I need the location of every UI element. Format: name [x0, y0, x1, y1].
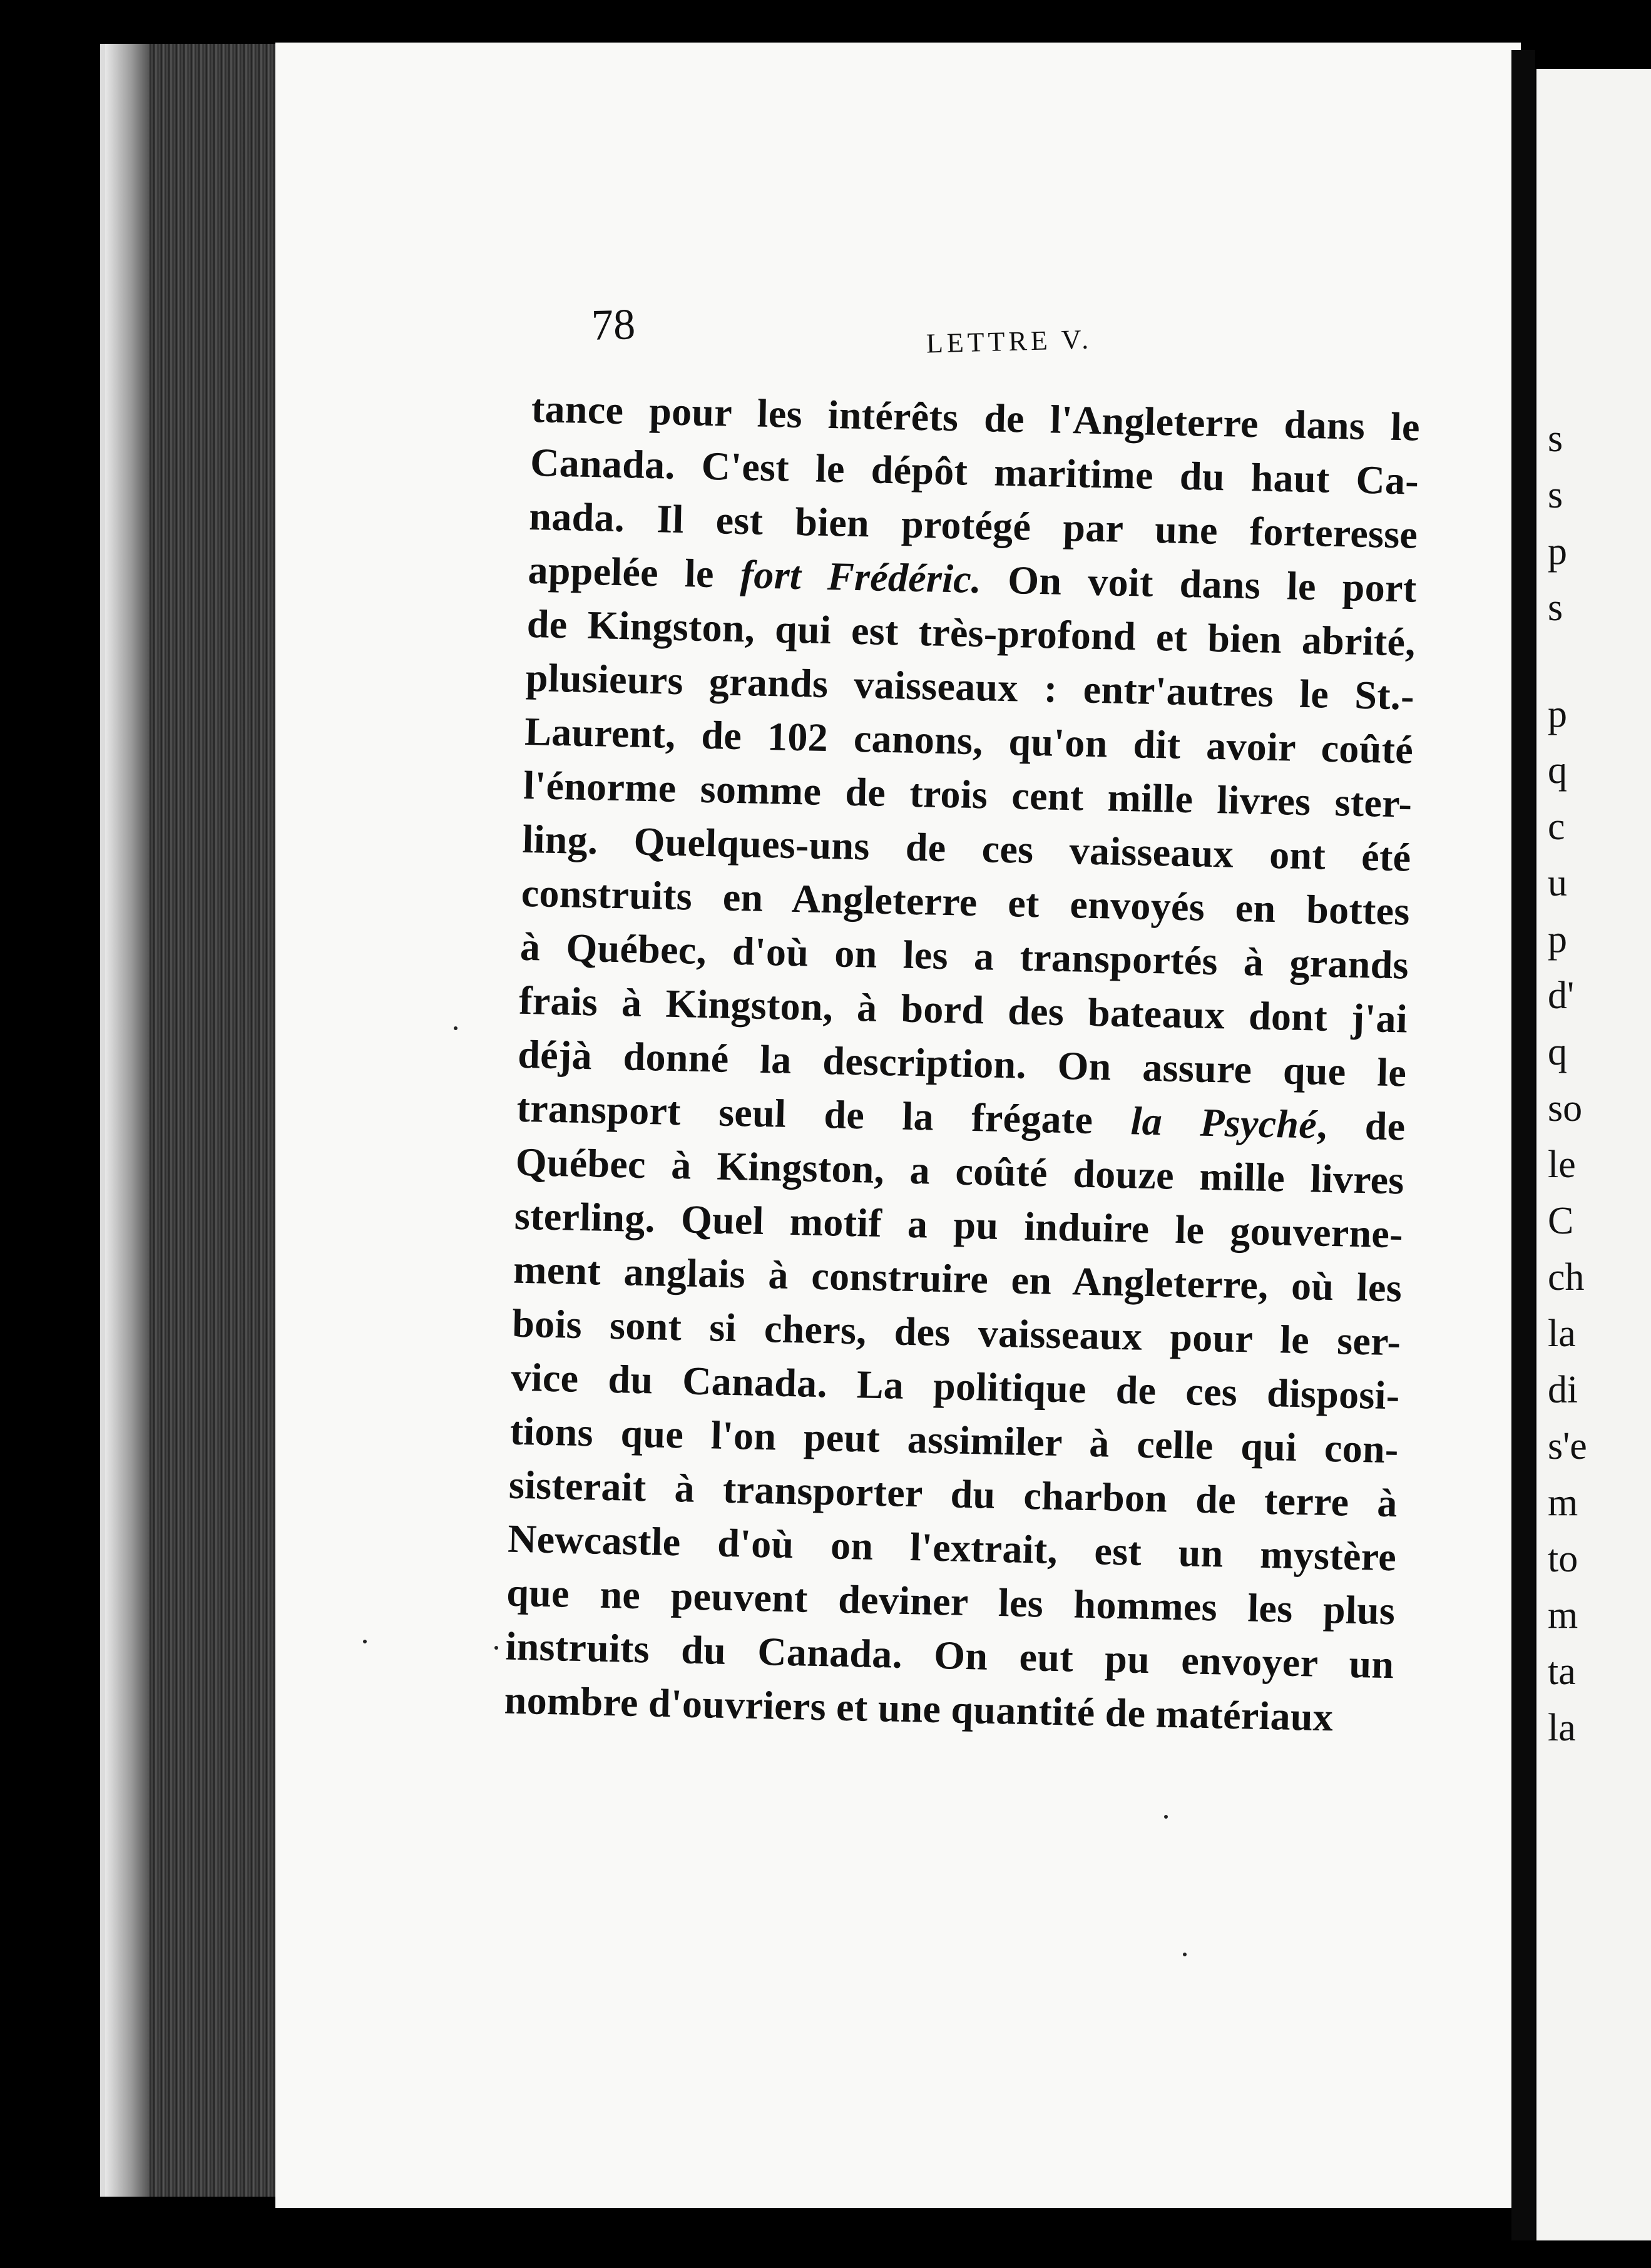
adjacent-page-text: ta: [1548, 1650, 1576, 1693]
adjacent-page-text: s: [1548, 474, 1563, 516]
adjacent-page-text: s: [1548, 586, 1563, 629]
text-segment: déjà donné la description. On assure que le: [517, 1031, 1407, 1095]
adjacent-page-text: s'e: [1548, 1425, 1587, 1468]
text-segment: sterling. Quel motif a pu induire le gouverne-: [514, 1193, 1404, 1257]
page-number: 78: [590, 300, 636, 350]
text-segment: instruits du Canada. On eut pu envoyer un: [504, 1623, 1395, 1687]
text-segment: Laurent, de 102 canons, qu'on dit avoir coûté: [524, 708, 1414, 772]
running-head: LETTRE V.: [926, 324, 1093, 359]
adjacent-page-text: le: [1548, 1143, 1576, 1186]
adjacent-page-text: la: [1548, 1707, 1576, 1749]
adjacent-page-text: q: [1548, 1031, 1567, 1073]
text-segment: tance pour les intérêts de l'Angleterre dans le: [531, 386, 1421, 449]
adjacent-page-text: q: [1548, 749, 1567, 792]
adjacent-page-text: so: [1548, 1087, 1583, 1130]
paper-speck: [363, 1640, 367, 1643]
adjacent-page-text: s: [1548, 417, 1563, 460]
adjacent-page-text: m: [1548, 1594, 1578, 1637]
adjacent-page-text: di: [1548, 1369, 1578, 1411]
italic-text: fort Frédéric.: [740, 552, 983, 602]
text-segment: , de: [1316, 1102, 1406, 1149]
adjacent-page-text: d': [1548, 974, 1575, 1017]
text-segment: ling. Quelques-uns de ces vaisseaux ont été: [521, 816, 1412, 880]
text-segment: l'énorme somme de trois cent mille livres ster-: [523, 762, 1413, 826]
text-segment: vice du Canada. La politique de ces disposi-: [510, 1354, 1401, 1418]
text-segment: nombre d'ouvriers et une quantité de matériaux: [504, 1677, 1334, 1740]
text-segment: plusieurs grands vaisseaux : entr'autres le St.-: [525, 655, 1415, 718]
paper-speck: [1164, 1815, 1168, 1819]
paper-speck: [454, 1026, 457, 1030]
adjacent-page-text: ch: [1548, 1256, 1585, 1299]
text-segment: Newcastle d'où on l'extrait, est un mystère: [507, 1516, 1397, 1580]
text-segment: Québec à Kingston, a coûté douze mille livres: [515, 1139, 1405, 1203]
text-segment: construits en Angleterre et envoyés en bottes: [521, 870, 1411, 934]
book-gutter: [1511, 50, 1535, 2240]
body-text: [504, 382, 1421, 1745]
adjacent-page-text: p: [1548, 693, 1567, 735]
italic-text: la Psyché: [1130, 1098, 1317, 1147]
page-edge-highlight: [105, 44, 149, 2197]
text-segment: tions que l'on peut assimiler à celle qui con-: [509, 1408, 1399, 1472]
adjacent-page-text: p: [1548, 530, 1567, 573]
text-segment: On voit dans le port: [981, 557, 1418, 611]
text-segment: transport seul de la frégate: [516, 1085, 1132, 1143]
paper-speck: [1183, 1953, 1187, 1956]
text-segment: de Kingston, qui est très-profond et bien abrité,: [526, 601, 1416, 665]
text-segment: nada. Il est bien protégé par une forteresse: [528, 493, 1418, 557]
text-segment: sisterait à transporter du charbon de terre à: [508, 1462, 1398, 1526]
text-segment: frais à Kingston, à bord des bateaux dont j'ai: [518, 978, 1408, 1041]
text-segment: à Québec, d'où on les a transportés à grands: [519, 924, 1409, 988]
text-segment: Canada. C'est le dépôt maritime du haut Ca-: [529, 439, 1419, 503]
text-segment: ment anglais à construire en Angleterre, où les: [513, 1247, 1403, 1310]
adjacent-page-fragment: [1536, 69, 1651, 2240]
adjacent-page-text: la: [1548, 1312, 1576, 1355]
paper-speck: [494, 1646, 498, 1650]
text-segment: que ne peuvent deviner les hommes les plus: [506, 1570, 1396, 1633]
adjacent-page-text: to: [1548, 1538, 1578, 1580]
adjacent-page-text: C: [1548, 1200, 1574, 1242]
adjacent-page-text: m: [1548, 1481, 1578, 1524]
text-segment: bois sont si chers, des vaisseaux pour le ser-: [511, 1300, 1401, 1364]
adjacent-page-text: u: [1548, 862, 1567, 904]
adjacent-page-text: p: [1548, 918, 1567, 961]
text-segment: appelée le: [527, 547, 741, 597]
adjacent-page-text: c: [1548, 805, 1565, 848]
